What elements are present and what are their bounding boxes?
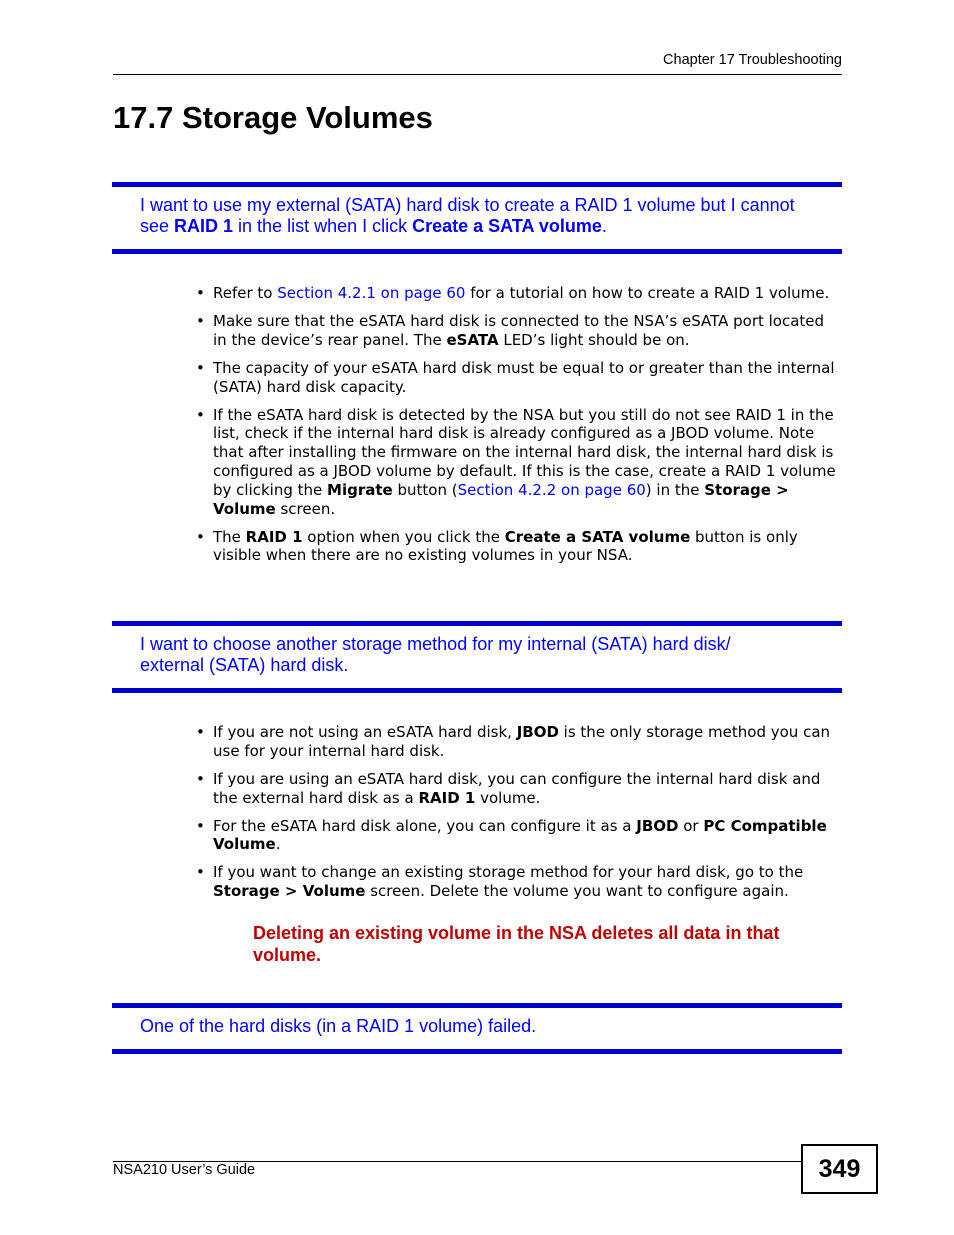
warning-note: Deleting an existing volume in the NSA deletes all data in that volume.	[253, 923, 780, 965]
list-item: • For the eSATA hard disk alone, you can configure it as a JBOD or PC Compatible Volume.	[196, 817, 841, 855]
question-box-failed-disk	[112, 1003, 842, 1054]
list-item: • If the eSATA hard disk is detected by the NSA but you still do not see RAID 1 in the list, check if the internal hard disk is already configured as a JBOD volume. Note that after installing the firmware on the internal hard disk, the internal hard disk is configured as a JBOD volume by default. If this is the case, create a RAID 1 volume by clicking the Migrate button (Section 4.2.2 on page 60) in the Storage > Volume screen.	[196, 406, 841, 519]
list-item: • The capacity of your eSATA hard disk must be equal to or greater than the internal (SATA) hard disk capacity.	[196, 359, 841, 397]
answer-list-storage-method	[196, 723, 841, 910]
list-item: • If you are not using an eSATA hard disk, JBOD is the only storage method you can use for your internal hard disk.	[196, 723, 841, 761]
page-number: 349	[801, 1144, 878, 1194]
question-box-raid1	[112, 182, 842, 254]
question-text: One of the hard disks (in a RAID 1 volume) failed.	[140, 1016, 537, 1036]
header-divider	[113, 74, 842, 75]
question-text: I want to choose another storage method for my internal (SATA) hard disk/ external (SATA) hard disk.	[140, 634, 731, 675]
list-item: • Make sure that the eSATA hard disk is connected to the NSA’s eSATA port located in the device’s rear panel. The eSATA LED’s light should be on.	[196, 312, 841, 350]
chapter-header: Chapter 17 Troubleshooting	[663, 52, 842, 68]
list-item: • The RAID 1 option when you click the Create a SATA volume button is only visible when there are no existing volumes in your NSA.	[196, 528, 841, 566]
list-item: • If you want to change an existing storage method for your hard disk, go to the Storage > Volume screen. Delete the volume you want to configure again.	[196, 863, 841, 901]
footer-guide-title: NSA210 User’s Guide	[113, 1162, 256, 1178]
section-link[interactable]: Section 4.2.2 on page 60	[457, 480, 646, 499]
answer-list-raid1	[196, 284, 841, 574]
question-text: I want to use my external (SATA) hard disk to create a RAID 1 volume but I cannot see RAID 1 in the list when I click Create a SATA volume.	[140, 195, 795, 236]
question-box-storage-method	[112, 621, 842, 693]
section-link[interactable]: Section 4.2.1 on page 60	[277, 284, 466, 302]
list-item: • Refer to Section 4.2.1 on page 60 for a tutorial on how to create a RAID 1 volume.	[196, 284, 841, 303]
list-item: • If you are using an eSATA hard disk, you can configure the internal hard disk and the external hard disk as a RAID 1 volume.	[196, 770, 841, 808]
page-title: 17.7 Storage Volumes	[113, 100, 433, 135]
